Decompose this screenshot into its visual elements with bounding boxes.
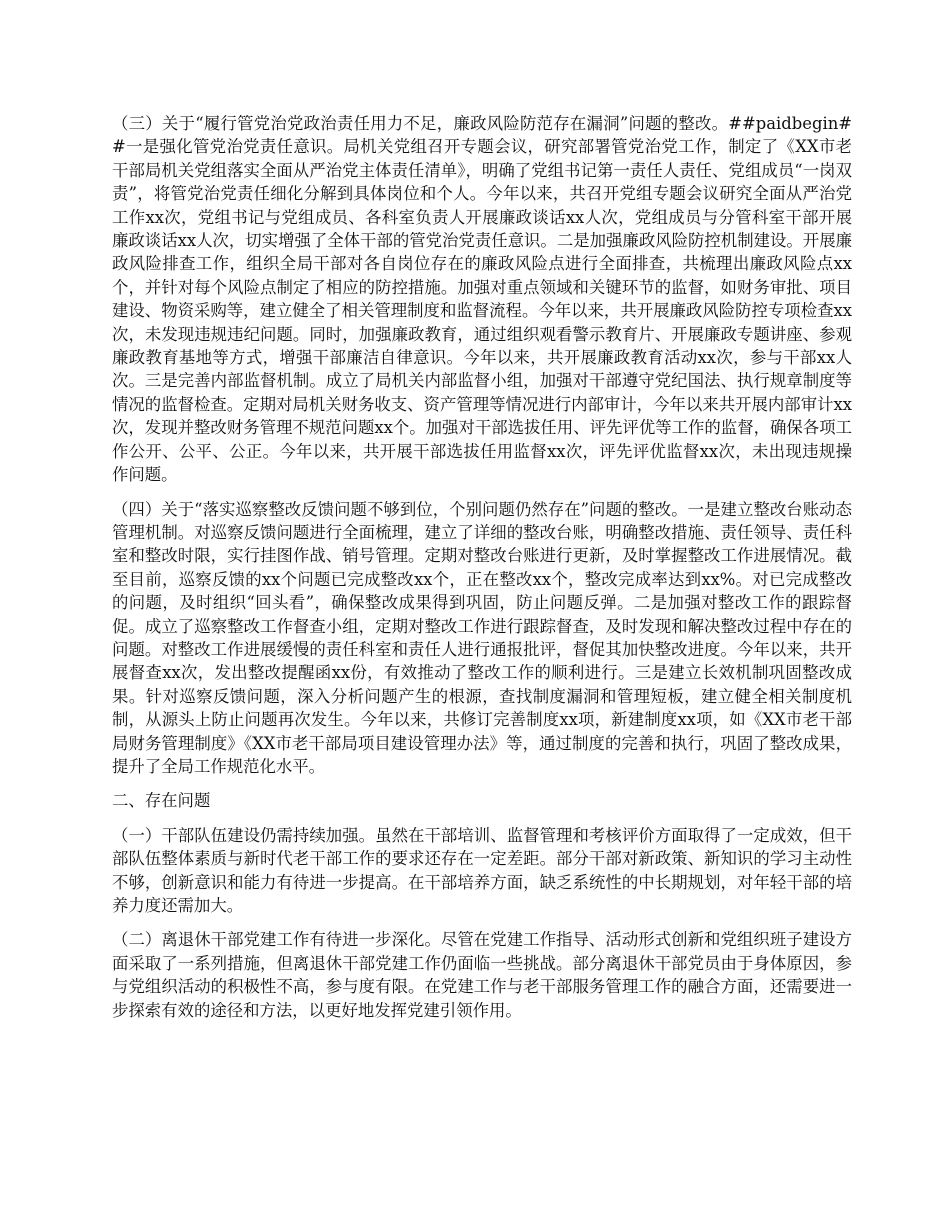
paragraph-problem-2: （二）离退休干部党建工作有待进一步深化。尽管在党建工作指导、活动形式创新和党组织班子建设方面采取了一系列措施，但离退休干部党建工作仍面临一些挑战。部分离退休干部党员由于身体原因，参与党组织活动的积极性不高，参与度有限。在党建工作与老干部服务管理工作的融合方面，还需要进一步探索有效的途径和方法，以更好地发挥党建引领作用。 (112, 930, 852, 1020)
paragraph-rectification-4: （四）关于“落实巡察整改反馈问题不够到位，个别问题仍然存在”问题的整改。一是建立整改台账动态管理机制。对巡察反馈问题进行全面梳理，建立了详细的整改台账，明确整改措施、责任领导、责任科室和整改时限，实行挂图作战、销号管理。定期对整改台账进行更新，及时掌握整改工作进展情况。截至目前，巡察反馈的xx个问题已完成整改xx个，正在整改xx个，整改完成率达到xx%。对已完成整改的问题，及时组织“回头看”，确保整改成果得到巩固，防止问题反弹。二是加强对整改工作的跟踪督促。成立了巡察整改工作督查小组，定期对整改工作进行跟踪督查，及时发现和解决整改过程中存在的问题。对整改工作进展缓慢的责任科室和责任人进行通报批评，督促其加快整改进度。今年以来，共开展督查xx次，发出整改提醒函xx份，有效推动了整改工作的顺利进行。三是建立长效机制巩固整改成果。针对巡察反馈问题，深入分析问题产生的根源，查找制度漏洞和管理短板，建立健全相关制度机制，从源头上防止问题再次发生。今年以来，共修订完善制度xx项，新建制度xx项，如《XX市老干部局财务管理制度》《XX市老干部局项目建设管理办法》等，通过制度的完善和执行，巩固了整改成果，提升了全局工作规范化水平。 (112, 499, 852, 776)
paragraph-problem-1: （一）干部队伍建设仍需持续加强。虽然在干部培训、监督管理和考核评价方面取得了一定成效，但干部队伍整体素质与新时代老干部工作的要求还存在一定差距。部分干部对新政策、新知识的学习主动性不够，创新意识和能力有待进一步提高。在干部培养方面，缺乏系统性的中长期规划，对年轻干部的培养力度还需加大。 (112, 825, 852, 915)
section-heading-existing-problems: 二、存在问题 (112, 791, 211, 811)
paragraph-rectification-3: （三）关于“履行管党治党政治责任用力不足，廉政风险防范存在漏洞”问题的整改。##paidbegin##一是强化管党治党责任意识。局机关党组召开专题会议，研究部署管党治党工作，制定了《XX市老干部局机关党组落实全面从严治党主体责任清单》，明确了党组书记第一责任人责任、党组成员“一岗双责”，将管党治党责任细化分解到具体岗位和个人。今年以来，共召开党组专题会议研究全面从严治党工作xx次，党组书记与党组成员、各科室负责人开展廉政谈话xx人次，党组成员与分管科室干部开展廉政谈话xx人次，切实增强了全体干部的管党治党责任意识。二是加强廉政风险防控机制建设。开展廉政风险排查工作，组织全局干部对各自岗位存在的廉政风险点进行全面排查，共梳理出廉政风险点xx个，并针对每个风险点制定了相应的防控措施。加强对重点领域和关键环节的监督，如财务审批、项目建设、物资采购等，建立健全了相关管理制度和监督流程。今年以来，共开展廉政风险防控专项检查xx次，未发现违规违纪问题。同时，加强廉政教育，通过组织观看警示教育片、开展廉政专题讲座、参观廉政教育基地等方式，增强干部廉洁自律意识。今年以来，共开展廉政教育活动xx次，参与干部xx人次。三是完善内部监督机制。成立了局机关内部监督小组，加强对干部遵守党纪国法、执行规章制度等情况的监督检查。定期对局机关财务收支、资产管理等情况进行内部审计，今年以来共开展内部审计xx次，发现并整改财务管理不规范问题xx个。加强对干部选拔任用、评先评优等工作的监督，确保各项工作公开、公平、公正。今年以来，共开展干部选拔任用监督xx次，评先评优监督xx次，未出现违规操作问题。 (112, 114, 852, 485)
document-page (112, 112, 852, 1033)
